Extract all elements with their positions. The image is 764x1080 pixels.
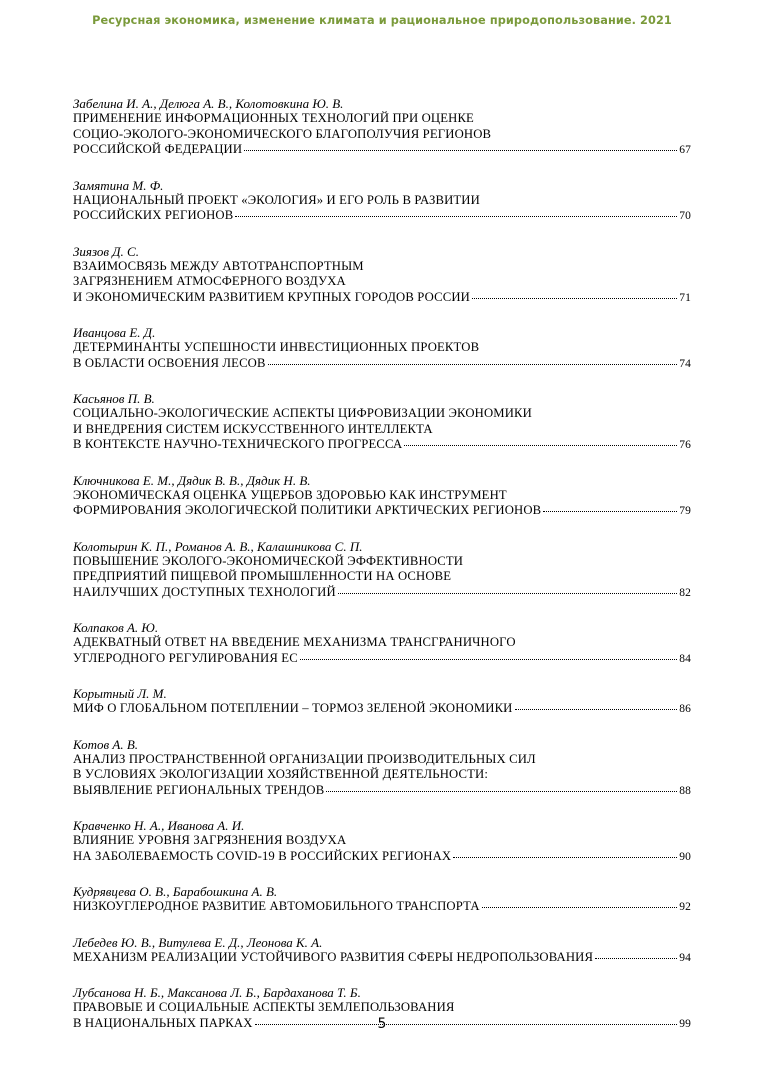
- entry-authors: Корытный Л. М.: [73, 686, 167, 701]
- dot-leader: [326, 790, 677, 792]
- table-of-contents: [73, 96, 691, 1051]
- entry-page-number[interactable]: 74: [679, 357, 691, 370]
- entry-authors: Кудрявцева О. В., Барабошкина А. В.: [73, 884, 278, 899]
- entry-title-line: СОЦИО-ЭКОЛОГО-ЭКОНОМИЧЕСКОГО БЛАГОПОЛУЧИЯ РЕГИОНОВ: [73, 126, 492, 141]
- entry-title-line: ПРЕДПРИЯТИЙ ПИЩЕВОЙ ПРОМЫШЛЕННОСТИ НА ОСНОВЕ: [73, 569, 452, 583]
- dot-leader: [404, 444, 677, 446]
- entry-authors: Колпаков А. Ю.: [73, 620, 159, 635]
- entry-title-line: [73, 783, 691, 800]
- toc-entry[interactable]: [73, 325, 691, 372]
- dot-leader: [235, 215, 677, 217]
- entry-title-line: ЭКОНОМИЧЕСКАЯ ОЦЕНКА УЩЕРБОВ ЗДОРОВЬЮ КАК ИНСТРУМЕНТ: [73, 487, 507, 502]
- entry-authors: Забелина И. А., Делюга А. В., Колотовкина Ю. В.: [73, 96, 344, 111]
- page-number: 5: [377, 1016, 387, 1032]
- toc-entry[interactable]: [73, 391, 691, 454]
- entry-title-text: В КОНТЕКСТЕ НАУЧНО-ТЕХНИЧЕСКОГО ПРОГРЕССА: [73, 437, 403, 451]
- entry-title-text: ФОРМИРОВАНИЯ ЭКОЛОГИЧЕСКОЙ ПОЛИТИКИ АРКТИЧЕСКИХ РЕГИОНОВ: [73, 503, 542, 517]
- entry-page-number[interactable]: 71: [679, 291, 691, 304]
- entry-title-line: АДЕКВАТНЫЙ ОТВЕТ НА ВВЕДЕНИЕ МЕХАНИЗМА ТРАНСГРАНИЧНОГО: [73, 635, 516, 649]
- toc-entry[interactable]: [73, 818, 691, 865]
- entry-title-line: ПРАВОВЫЕ И СОЦИАЛЬНЫЕ АСПЕКТЫ ЗЕМЛЕПОЛЬЗОВАНИЯ: [73, 1000, 455, 1014]
- toc-entry[interactable]: [73, 96, 691, 159]
- toc-entry[interactable]: [73, 884, 691, 916]
- entry-title-line: [73, 651, 691, 668]
- entry-title-line: ПРИМЕНЕНИЕ ИНФОРМАЦИОННЫХ ТЕХНОЛОГИЙ ПРИ ОЦЕНКЕ: [73, 111, 474, 125]
- dot-leader: [595, 957, 677, 959]
- entry-title-text: И ЭКОНОМИЧЕСКИМ РАЗВИТИЕМ КРУПНЫХ ГОРОДОВ РОССИИ: [73, 289, 470, 304]
- entry-title-line: [73, 950, 691, 967]
- entry-authors: Лубсанова Н. Б., Максанова Л. Б., Бардаханова Т. Б.: [73, 985, 361, 1000]
- entry-title-text: РОССИЙСКОЙ ФЕДЕРАЦИИ: [73, 142, 243, 156]
- entry-title-line: СОЦИАЛЬНО-ЭКОЛОГИЧЕСКИЕ АСПЕКТЫ ЦИФРОВИЗАЦИИ ЭКОНОМИКИ: [73, 406, 532, 420]
- entry-title-line: [73, 208, 691, 225]
- entry-title-line: [73, 290, 691, 307]
- entry-page-number[interactable]: 84: [679, 652, 691, 665]
- entry-title-line: НАЦИОНАЛЬНЫЙ ПРОЕКТ «ЭКОЛОГИЯ» И ЕГО РОЛЬ В РАЗВИТИИ: [73, 192, 480, 207]
- dot-leader: [543, 510, 677, 512]
- entry-page-number[interactable]: 86: [679, 703, 691, 715]
- entry-page-number[interactable]: 79: [679, 505, 691, 517]
- toc-entry[interactable]: [73, 737, 691, 800]
- entry-authors: Замятина М. Ф.: [73, 177, 164, 193]
- entry-title-text: УГЛЕРОДНОГО РЕГУЛИРОВАНИЯ ЕС: [73, 650, 298, 665]
- entry-title-line: ДЕТЕРМИНАНТЫ УСПЕШНОСТИ ИНВЕСТИЦИОННЫХ ПРОЕКТОВ: [73, 340, 480, 354]
- entry-title-text: МЕХАНИЗМ РЕАЛИЗАЦИИ УСТОЙЧИВОГО РАЗВИТИЯ СФЕРЫ НЕДРОПОЛЬЗОВАНИЯ: [73, 949, 594, 964]
- entry-title-line: ВЗАИМОСВЯЗЬ МЕЖДУ АВТОТРАНСПОРТНЫМ: [73, 258, 364, 273]
- entry-title-text: РОССИЙСКИХ РЕГИОНОВ: [73, 208, 234, 222]
- entry-page-number[interactable]: 90: [679, 850, 691, 863]
- entry-title-line: [73, 849, 691, 866]
- running-header: Ресурсная экономика, изменение климата и рациональное природопользование. 2021: [92, 14, 672, 27]
- toc-entry[interactable]: [73, 620, 691, 667]
- entry-title-line: [73, 503, 691, 520]
- entry-authors: Касьянов П. В.: [73, 391, 155, 406]
- entry-title-line: ВЛИЯНИЕ УРОВНЯ ЗАГРЯЗНЕНИЯ ВОЗДУХА: [73, 833, 347, 847]
- entry-authors: Иванцова Е. Д.: [73, 325, 156, 340]
- entry-title-text: ВЫЯВЛЕНИЕ РЕГИОНАЛЬНЫХ ТРЕНДОВ: [73, 782, 325, 797]
- entry-title-line: ЗАГРЯЗНЕНИЕМ АТМОСФЕРНОГО ВОЗДУХА: [73, 274, 346, 288]
- entry-title-text: НА ЗАБОЛЕВАЕМОСТЬ COVID-19 В РОССИЙСКИХ РЕГИОНАХ: [73, 848, 452, 863]
- entry-title-text: В ОБЛАСТИ ОСВОЕНИЯ ЛЕСОВ: [73, 355, 266, 370]
- entry-page-number[interactable]: 82: [679, 586, 691, 599]
- dot-leader: [482, 906, 678, 908]
- entry-title-text: НАИЛУЧШИХ ДОСТУПНЫХ ТЕХНОЛОГИЙ: [73, 584, 336, 599]
- entry-title-line: [73, 142, 691, 159]
- entry-page-number[interactable]: 67: [679, 144, 691, 156]
- entry-title-line: [73, 356, 691, 373]
- entry-page-number[interactable]: 70: [679, 210, 691, 222]
- entry-page-number[interactable]: 92: [679, 901, 691, 913]
- entry-authors: Котов А. В.: [73, 736, 139, 752]
- toc-entry[interactable]: [73, 178, 691, 225]
- dot-leader: [300, 658, 677, 660]
- dot-leader: [472, 297, 677, 299]
- toc-entry[interactable]: [73, 935, 691, 967]
- entry-page-number[interactable]: 76: [679, 439, 691, 451]
- toc-entry[interactable]: [73, 539, 691, 602]
- entry-title-line: В УСЛОВИЯХ ЭКОЛОГИЗАЦИИ ХОЗЯЙСТВЕННОЙ ДЕЯТЕЛЬНОСТИ:: [73, 767, 488, 781]
- entry-page-number[interactable]: 88: [679, 784, 691, 797]
- dot-leader: [453, 856, 677, 858]
- entry-title-line: ПОВЫШЕНИЕ ЭКОЛОГО-ЭКОНОМИЧЕСКОЙ ЭФФЕКТИВНОСТИ: [73, 553, 464, 568]
- entry-authors: Ключникова Е. М., Дядик В. В., Дядик Н. В.: [73, 472, 311, 488]
- entry-page-number[interactable]: 94: [679, 951, 691, 964]
- entry-title-text: В НАЦИОНАЛЬНЫХ ПАРКАХ: [73, 1015, 253, 1030]
- entry-page-number[interactable]: 99: [679, 1017, 691, 1030]
- toc-entry[interactable]: [73, 686, 691, 718]
- entry-title-line: И ВНЕДРЕНИЯ СИСТЕМ ИСКУССТВЕННОГО ИНТЕЛЛЕКТА: [73, 421, 433, 436]
- entry-title-line: [73, 701, 691, 718]
- dot-leader: [338, 592, 677, 594]
- toc-entry[interactable]: [73, 473, 691, 520]
- entry-authors: Колотырин К. П., Романов А. В., Калашникова С. П.: [73, 538, 363, 554]
- entry-title-line: [73, 437, 691, 454]
- entry-authors: Кравченко Н. А., Иванова А. И.: [73, 818, 245, 833]
- entry-title-line: [73, 899, 691, 916]
- dot-leader: [268, 363, 678, 365]
- entry-title-line: АНАЛИЗ ПРОСТРАНСТВЕННОЙ ОРГАНИЗАЦИИ ПРОИЗВОДИТЕЛЬНЫХ СИЛ: [73, 751, 536, 766]
- dot-leader: [244, 149, 677, 151]
- toc-entry[interactable]: [73, 244, 691, 307]
- entry-authors: Лебедев Ю. В., Витулева Е. Д., Леонова К. А.: [73, 934, 323, 950]
- dot-leader: [515, 708, 678, 710]
- entry-authors: Зиязов Д. С.: [73, 243, 139, 259]
- entry-title-line: [73, 585, 691, 602]
- entry-title-text: НИЗКОУГЛЕРОДНОЕ РАЗВИТИЕ АВТОМОБИЛЬНОГО ТРАНСПОРТА: [73, 899, 480, 913]
- entry-title-text: МИФ О ГЛОБАЛЬНОМ ПОТЕПЛЕНИИ – ТОРМОЗ ЗЕЛЕНОЙ ЭКОНОМИКИ: [73, 701, 513, 715]
